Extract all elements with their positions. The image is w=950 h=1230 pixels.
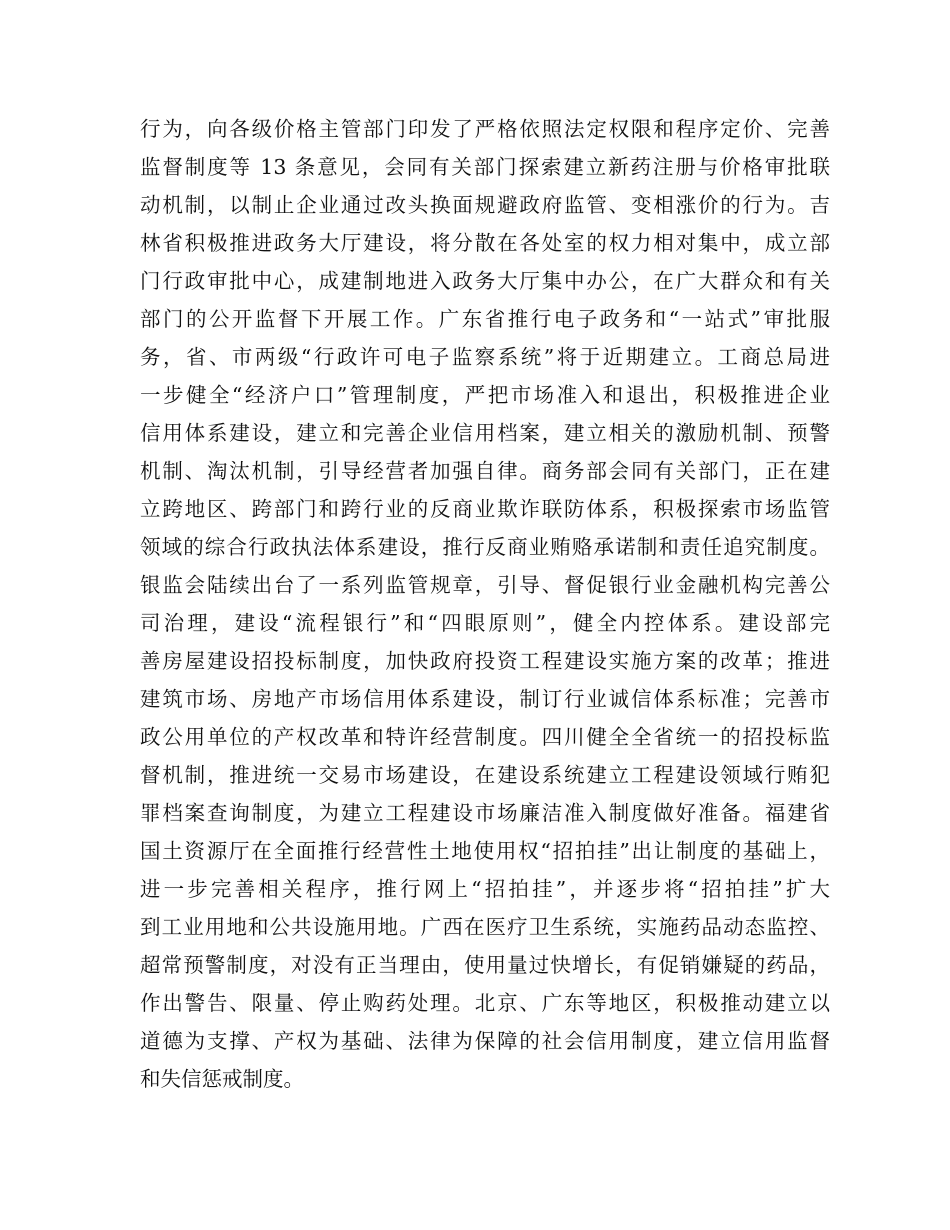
text-line: 善房屋建设招投标制度，加快政府投资工程建设实施方案的改革；推进 bbox=[140, 649, 830, 673]
text-line: 罪档案查询制度，为建立工程建设市场廉洁准入制度做好准备。福建省 bbox=[140, 801, 830, 825]
text-line: 领域的综合行政执法体系建设，推行反商业贿赂承诺制和责任追究制度。 bbox=[140, 535, 830, 559]
text-line: 政公用单位的产权改革和特许经营制度。四川健全全省统一的招投标监 bbox=[140, 725, 830, 749]
text-line: 超常预警制度，对没有正当理由，使用量过快增长，有促销嫌疑的药品， bbox=[140, 953, 830, 977]
text-line: 门行政审批中心，成建制地进入政务大厅集中办公，在广大群众和有关 bbox=[140, 269, 830, 293]
text-line: 道德为支撑、产权为基础、法律为保障的社会信用制度，建立信用监督 bbox=[140, 1029, 830, 1053]
text-line: 林省积极推进政务大厅建设，将分散在各处室的权力相对集中，成立部 bbox=[140, 231, 830, 255]
text-line: 务，省、市两级“行政许可电子监察系统”将于近期建立。工商总局进 bbox=[140, 345, 830, 369]
text-line: 立跨地区、跨部门和跨行业的反商业欺诈联防体系，积极探索市场监管 bbox=[140, 497, 830, 521]
text-line: 银监会陆续出台了一系列监管规章，引导、督促银行业金融机构完善公 bbox=[140, 573, 830, 597]
text-line: 和失信惩戒制度。 bbox=[140, 1067, 304, 1091]
text-line: 动机制，以制止企业通过改头换面规避政府监管、变相涨价的行为。吉 bbox=[140, 193, 830, 217]
text-line: 部门的公开监督下开展工作。广东省推行电子政务和“一站式”审批服 bbox=[140, 307, 830, 331]
text-line: 行为，向各级价格主管部门印发了严格依照法定权限和程序定价、完善 bbox=[140, 117, 830, 141]
text-line: 国土资源厅在全面推行经营性土地使用权“招拍挂”出让制度的基础上， bbox=[140, 839, 830, 863]
text-line: 机制、淘汰机制，引导经营者加强自律。商务部会同有关部门，正在建 bbox=[140, 459, 830, 483]
text-line: 司治理，建设“流程银行”和“四眼原则”，健全内控体系。建设部完 bbox=[140, 611, 830, 635]
text-line: 信用体系建设，建立和完善企业信用档案，建立相关的激励机制、预警 bbox=[140, 421, 830, 445]
text-line: 监督制度等 13 条意见，会同有关部门探索建立新药注册与价格审批联 bbox=[140, 155, 830, 179]
text-line: 进一步完善相关程序，推行网上“招拍挂”，并逐步将“招拍挂”扩大 bbox=[140, 877, 830, 901]
text-line: 到工业用地和公共设施用地。广西在医疗卫生系统，实施药品动态监控、 bbox=[140, 915, 830, 939]
text-line: 作出警告、限量、停止购药处理。北京、广东等地区，积极推动建立以 bbox=[140, 991, 830, 1015]
text-line: 一步健全“经济户口”管理制度，严把市场准入和退出，积极推进企业 bbox=[140, 383, 830, 407]
text-line: 督机制，推进统一交易市场建设，在建设系统建立工程建设领域行贿犯 bbox=[140, 763, 830, 787]
body-paragraph bbox=[140, 110, 830, 1098]
text-line: 建筑市场、房地产市场信用体系建设，制订行业诚信体系标准；完善市 bbox=[140, 687, 830, 711]
